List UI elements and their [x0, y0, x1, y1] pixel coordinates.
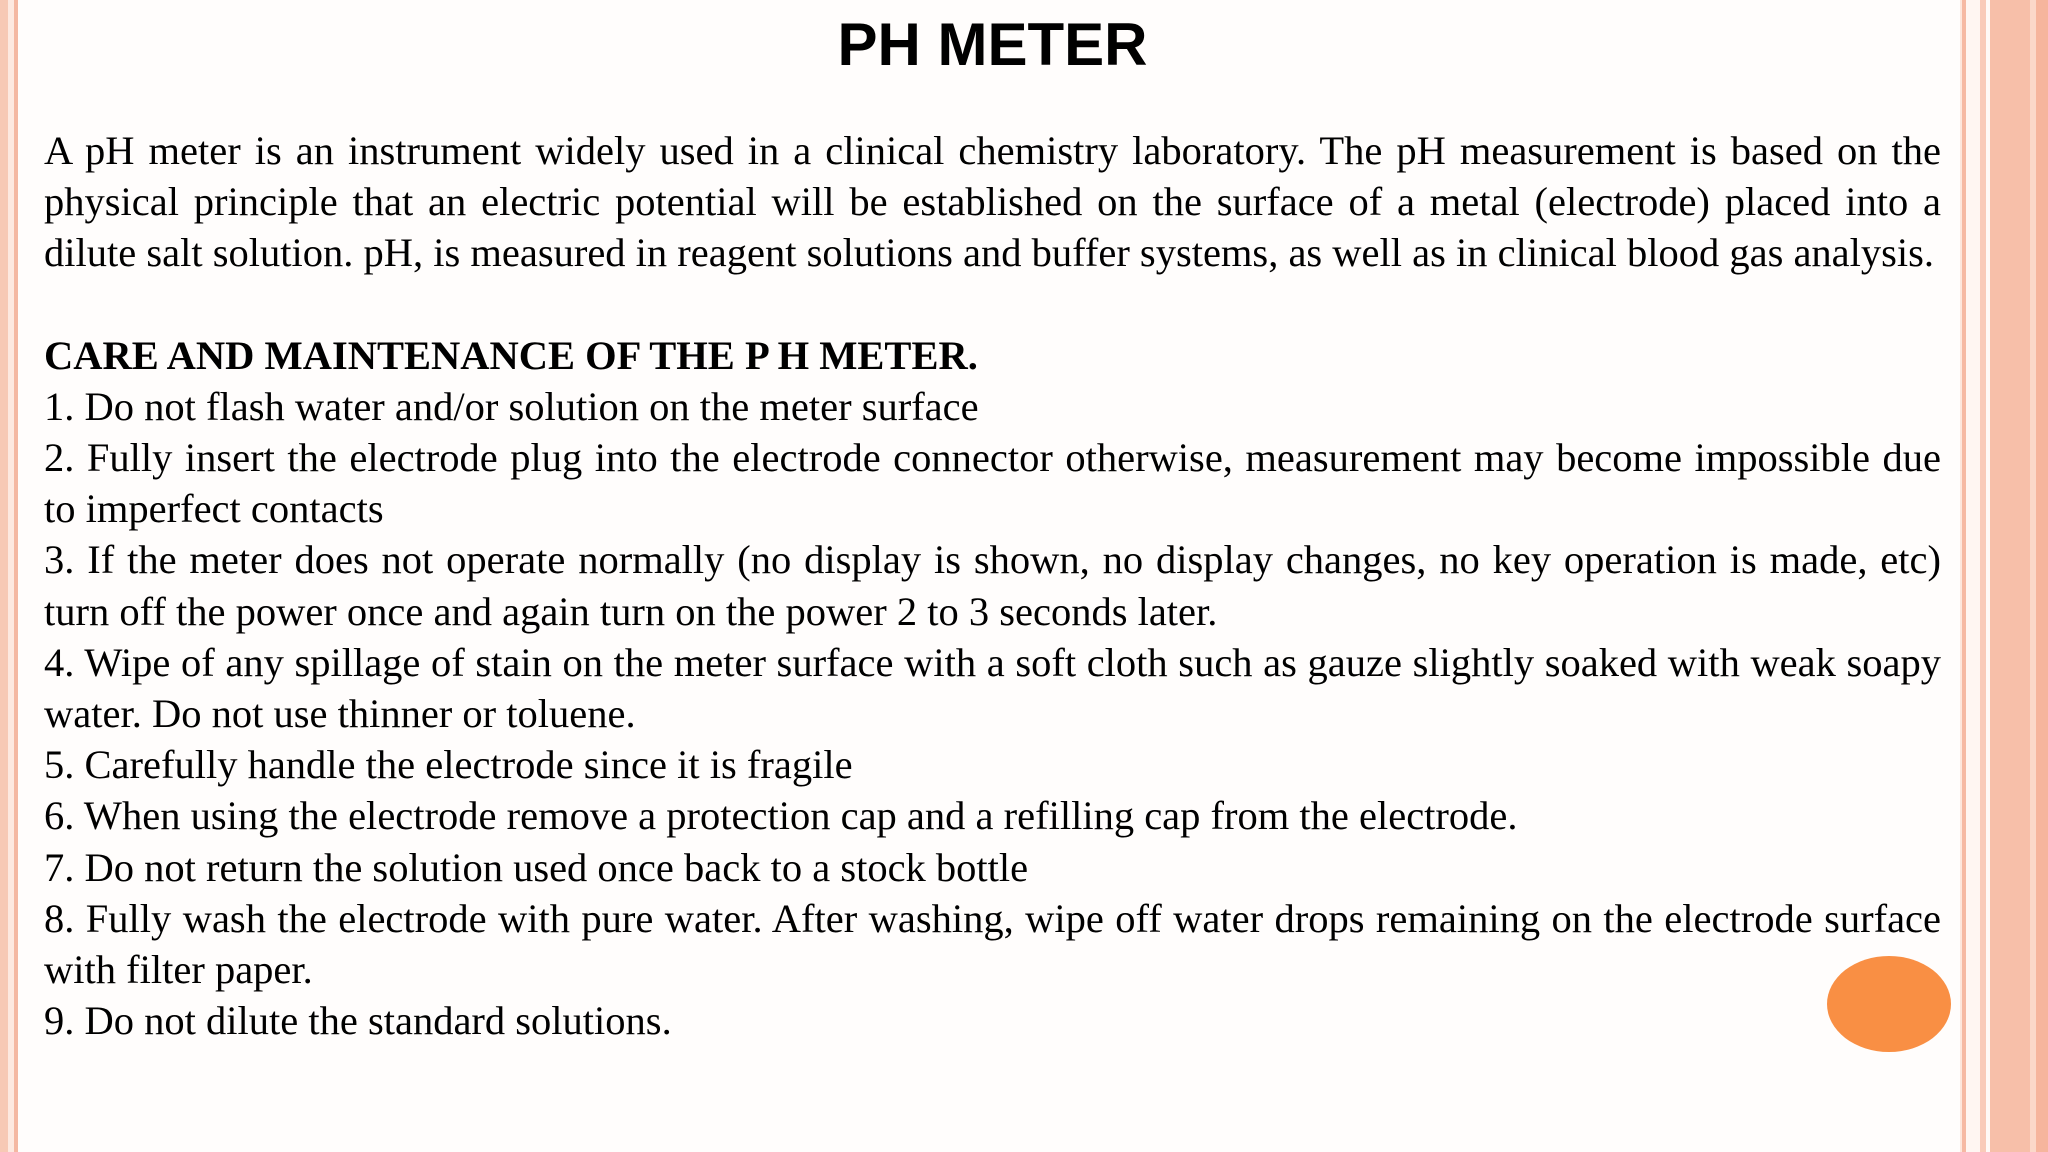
- intro-paragraph: A pH meter is an instrument widely used in a clinical chemistry laboratory. The pH measurement is based on the physical principle that an electric potential will be established on the surface of a metal (electrode) placed into a dilute salt solution. pH, is measured in reagent solutions and buffer systems, as well as in clinical blood gas analysis.: [44, 128, 1941, 276]
- list-item: 1. Do not flash water and/or solution on the meter surface: [44, 383, 979, 429]
- list-item: 2. Fully insert the electrode plug into the electrode connector otherwise, measurement may become impossible due to imperfect contacts: [44, 435, 1941, 532]
- slide-title: PH METER: [837, 11, 1148, 78]
- list-item: 6. When using the electrode remove a protection cap and a refilling cap from the electrode.: [44, 793, 1518, 839]
- slide-body: [44, 125, 1941, 1046]
- orange-circle-decoration: [1827, 956, 1951, 1052]
- care-heading: CARE AND MAINTENANCE OF THE P H METER.: [44, 332, 978, 378]
- list-item: 5. Carefully handle the electrode since it is fragile: [44, 742, 853, 788]
- list-item: 9. Do not dilute the standard solutions.: [44, 998, 672, 1044]
- list-item: 3. If the meter does not operate normally (no display is shown, no display changes, no key operation is made, etc) turn off the power once and again turn on the power 2 to 3 seconds later.: [44, 537, 1941, 634]
- list-item: 7. Do not return the solution used once back to a stock bottle: [44, 844, 1029, 890]
- right-stripe-decoration: [1960, 0, 2048, 1152]
- list-item: 4. Wipe of any spillage of stain on the meter surface with a soft cloth such as gauze slightly soaked with weak soapy water. Do not use thinner or toluene.: [44, 639, 1941, 737]
- list-item: 8. Fully wash the electrode with pure water. After washing, wipe off water drops remaining on the electrode surface with filter paper.: [44, 895, 1941, 993]
- left-border-decoration: [0, 0, 20, 1152]
- paragraph-spacer: [44, 279, 1941, 330]
